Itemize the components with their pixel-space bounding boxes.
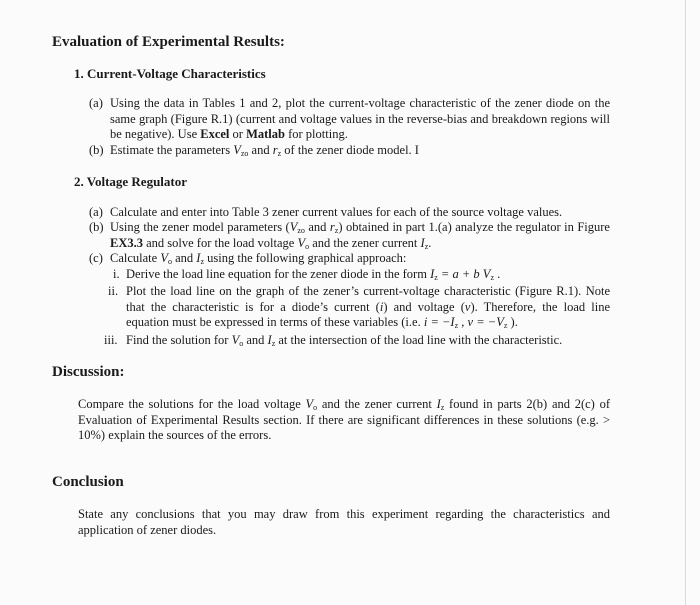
section-1-heading: 1. Current-Voltage Characteristics [74,66,266,81]
item-2a-label: (a) [89,205,103,219]
section-2-heading: 2. Voltage Regulator [74,174,188,189]
discussion-text: Compare the solutions for the load voltage $V_o$ and the zener current $I_z$ found in parts 2(b) and 2(c) of Evaluation of Experimental Results section. If there are significant differences in these solutions (e.g. > 10%) explain the sources of the errors. [78,397,610,442]
item-2c-ii-text: Plot the load line on the graph of the zener’s current-voltage characteristic (Figure R.1). Note that the characteristic is for a diode’s current (i) and voltage (v). Therefore, the load line equation must be expressed in terms of these variables (i.e. $i = -I_z$ , $v = -V_z$ ). [126,284,610,330]
item-2c-text: Calculate $V_o$ and $I_z$ using the following graphical approach: [110,251,407,266]
page-edge [685,0,686,605]
item-2c-i-text: Derive the load line equation for the zener diode in the form $I_z = a + b$ $V_z$ . [126,267,501,282]
conclusion-text: State any conclusions that you may draw from this experiment regarding the characteristics and application of zener diodes. [78,507,610,537]
item-2a-text: Calculate and enter into Table 3 zener current values for each of the source voltage values. [110,205,563,219]
item-1b-label: (b) [89,143,104,157]
item-1a-text: Using the data in Tables 1 and 2, plot the current-voltage characteristic of the zener diode on the same graph (Figure R.1) (current and voltage values in the reverse-bias and breakdown regions will be negative). Use Excel or Matlab for plotting. [110,96,610,141]
item-2b-label: (b) [89,220,104,234]
item-2c-label: (c) [89,251,103,265]
item-2b-text: Using the zener model parameters ($V_{zo}$ and $r_z$) obtained in part 1.(a) analyze the regulator in Figure EX3.3 and solve for the load voltage $V_o$ and the zener current $I_z$. [110,220,610,251]
item-2c-iii-text: Find the solution for $V_o$ and $I_z$ at the intersection of the load line with the characteristic. [126,333,563,348]
conclusion-heading: Conclusion [52,474,124,490]
item-2c-i-label: i. [113,267,120,281]
item-1b-text: Estimate the parameters $V_{zo}$ and $r_z$ of the zener diode model. I [110,143,419,158]
item-1a-label: (a) [89,96,103,110]
discussion-heading: Discussion: [52,364,125,380]
item-2c-iii-label: iii. [104,333,118,347]
page-title: Evaluation of Experimental Results: [52,34,285,50]
item-2c-ii-label: ii. [108,284,119,298]
